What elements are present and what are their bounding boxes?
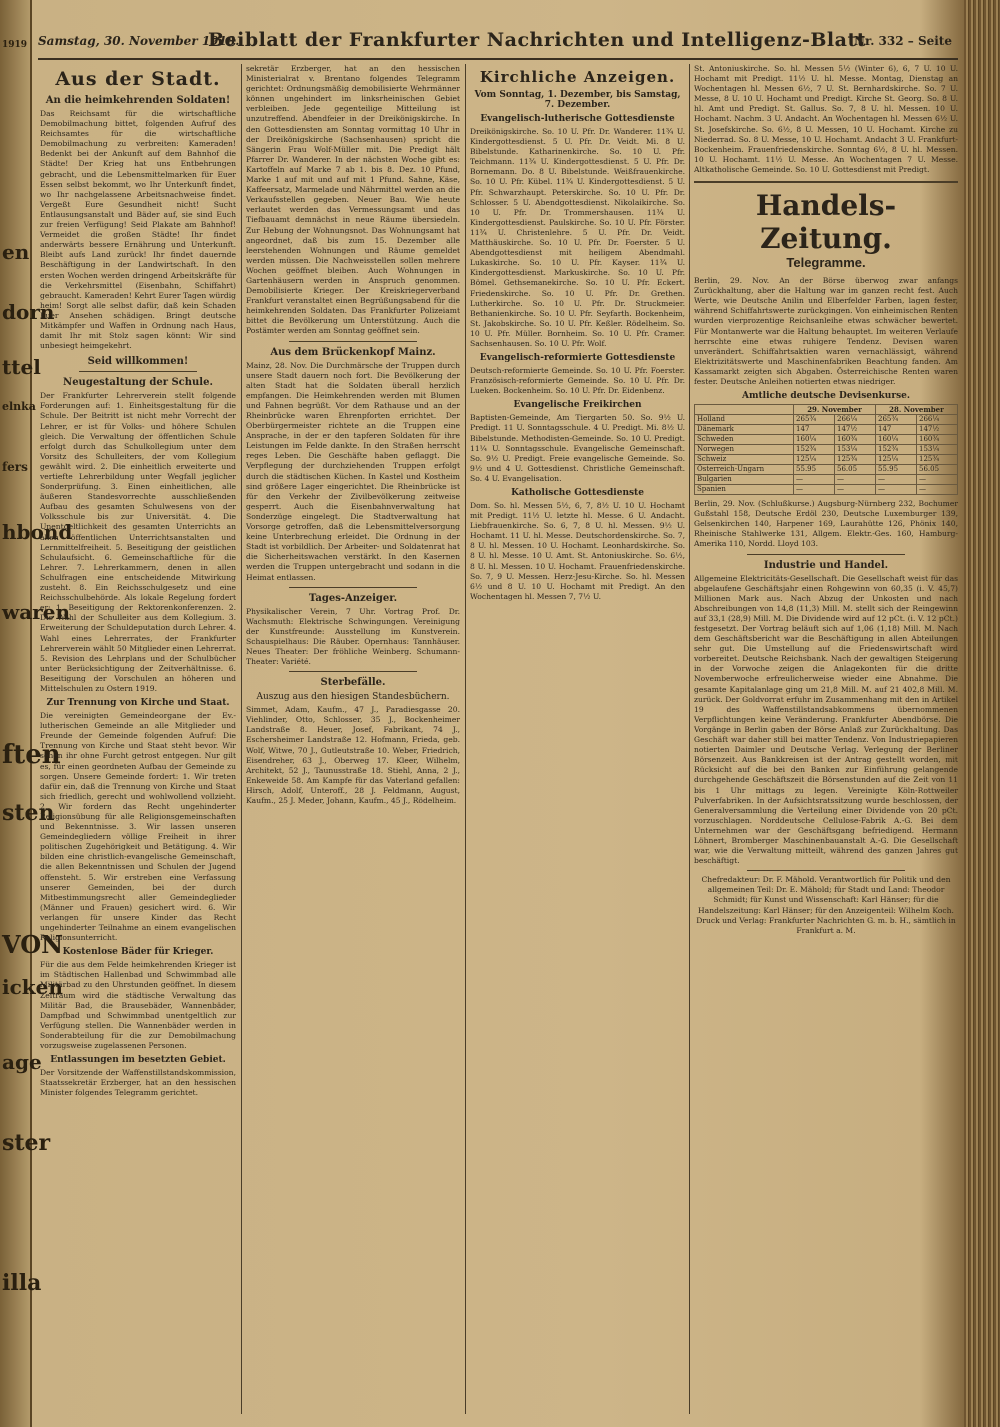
table-cell: Österreich-Ungarn	[695, 465, 794, 475]
table-cell: Bulgarien	[695, 475, 794, 485]
table-cell: Dänemark	[695, 425, 794, 435]
binding-edge	[964, 0, 1000, 1427]
table-cell: —	[916, 475, 957, 485]
table-cell: 55.95	[794, 465, 835, 475]
prev-fragment: ttel	[2, 355, 41, 379]
prev-fragment: en	[2, 240, 30, 264]
article-text: Mainz, 28. Nov. Die Durchmärsche der Truppen durch unsere Stadt dauern noch fort. Die Bevölkerung der alten Stadt hat die Soldaten überall herzlich empfangen. Die Heimkehrenden werden mit Blumen und Fahnen begrüßt. Vor dem Rathause und an der Rheinbrücke waren Ehrenpforten errichtet. Der Oberbürgermeister richtete an die Truppen eine Ansprache, in der er den tapferen Soldaten für ihre Leistungen im Felde dankte. In den Straßen herrscht reges Leben. Die Geschäfte haben geflaggt. Die Verpflegung der durchziehenden Truppen erfolgt durch die städtischen Küchen. In Kastel und Kostheim sind größere Lager eingerichtet. Die Rheinbrücke ist für den Verkehr der Zivilbevölkerung zeitweise gesperrt. Auch die Eisenbahnverwaltung hat Sonderzüge eingelegt. Die Stadtverwaltung hat Vorsorge getroffen, daß die Lebensmittelversorgung keine Unterbrechung erleidet. Die Ordnung in der Stadt ist vorbildlich. Der Arbeiter- und Soldatenrat hat die Sicherheitswachen verstärkt. In den Kasernen werden die Truppen untergebracht und sodann in die Heimat entlassen.	[246, 360, 460, 582]
table-cell: Schweden	[695, 435, 794, 445]
table-cell: 147	[876, 425, 917, 435]
page-header	[38, 28, 958, 60]
article-closing: Seid willkommen!	[87, 356, 189, 368]
article-text: Berlin, 29. Nov. An der Börse überwog zwar anfangs Zurückhaltung, aber die Haltung war im ganzen recht fest. Auch Werte, wie Deutsche Anilin und Elberfelder Farben, lagen fester, während Schiffahrtswerte zurückgingen. Von einheimischen Renten wurden vierprozentige Reichsanleihe etwas schwächer bewertet. Für Montanwerte war die Haltung behauptet. Im weiteren Verlaufe herrschte eine etwas ruhigere Tendenz. Devisen waren unverändert. Schiffahrtsaktien waren vernachlässigt, während Elektrizitätswerte und Maschinenfabriken Beachtung fanden. Am Kassamarkt zeigten sich Abgaben. Österreichische Renten waren fester. Deutsche Anleihen notierten etwas niedriger.	[694, 276, 958, 386]
table-cell: Schweiz	[695, 455, 794, 465]
section-intro: Vom Sonntag, 1. Dezember, bis Samstag, 7. Dezember.	[474, 90, 681, 110]
divider	[289, 341, 417, 342]
prev-fragment: ften	[2, 740, 61, 770]
prev-fragment: age	[2, 1050, 42, 1074]
table-cell: Holland	[695, 415, 794, 425]
table-cell: 147½	[916, 425, 957, 435]
column-rule	[241, 64, 242, 1414]
table-header: 28. November	[876, 405, 958, 415]
table-cell: 160¾	[835, 435, 876, 445]
article-heading: Entlassungen im besetzten Gebiet.	[50, 1055, 226, 1066]
column-news-continued	[246, 64, 460, 1414]
prev-fragment: waren	[2, 600, 70, 624]
divider	[289, 671, 417, 672]
table-cell: —	[794, 475, 835, 485]
section-heading: Katholische Gottesdienste	[511, 488, 644, 498]
prev-fragment: hbond	[2, 520, 73, 544]
table-cell: 266¼	[835, 415, 876, 425]
newspaper-title: Beiblatt der Frankfurter Nachrichten und Intelligenz-Blatt	[208, 29, 867, 51]
column-rule	[689, 64, 690, 1414]
table-row	[695, 455, 958, 465]
table-cell: —	[794, 485, 835, 495]
column-trade	[694, 64, 958, 1414]
table-cell: 56.05	[835, 465, 876, 475]
table-header-row	[695, 405, 958, 415]
table-header	[695, 405, 794, 415]
table-cell: —	[835, 485, 876, 495]
table-row	[695, 475, 958, 485]
column-local-news	[40, 64, 236, 1414]
article-text: Deutsch-reformierte Gemeinde. So. 10 U. Pfr. Foerster. Französisch-reformierte Gemeinde. So. 10 U. Pfr. Dr. Lueken. Bockenheim. So. 10 U. Pfr. Dr. Eidenbenz.	[470, 366, 685, 396]
article-heading: Aus dem Brückenkopf Mainz.	[270, 346, 436, 358]
table-cell: 55.95	[876, 465, 917, 475]
section-heading: Tages-Anzeiger.	[308, 592, 398, 604]
article-text: sekretär Erzberger, hat an den hessischen Ministerialrat v. Brentano folgendes Telegramm gerichtet: Ordnungsmäßig demobilisierte Wehrmänner können ungehindert im linksrheinischen Gebiet verbleiben. Jede gegenteilige Mitteilung ist unzutreffend. Abendfeier in der Dreikönigskirche. In den Gottesdiensten am Sonntag vormittag 10 Uhr in der Dreikönigskirche (Sachsenhausen) spricht die Sängerin Frau Wolf-Müller mit. Die Predigt hält Pfarrer Dr. Wanderer. In der nächsten Woche gibt es: Kartoffeln auf Marke 7 ab 1. bis 8. Dez. 10 Pfund, Marke 1 auf mit und auf mit 1 Pfund. Sahne, Käse, Kaffeersatz, Marmelade und Nährmittel werden an die Verkaufsstellen gegeben. Neuer Bau. Wie heute verlautet werden das Vermessungsamt und das Tiefbauamt demnächst in neue Räume übersiedeln. Zur Hebung der Wohnungsnot. Das Wohnungsamt hat angeordnet, daß bis zum 15. Dezember alle leerstehenden Wohnungen und Räume gemeldet werden müssen. Die Nachweisstellen sollen mehrere Wochen geöffnet bleiben. Auch Wohnungen in Gartenhäusern werden in Anspruch genommen. Demobilisierte Krieger. Der Kreiskriegerverband Frankfurt veranstaltet einen Begrüßungsabend für die heimkehrenden Soldaten. Das Frankfurter Polizeiamt bittet die Bevölkerung um Unterstützung. Auch die Postämter werden am Sonntag geöffnet sein.	[246, 64, 460, 336]
section-subheading: Auszug aus den hiesigen Standesbüchern.	[256, 692, 450, 703]
divider	[79, 371, 197, 372]
table-cell: 56.05	[916, 465, 957, 475]
table-row	[695, 485, 958, 495]
table-title: Amtliche deutsche Devisenkurse.	[741, 391, 911, 402]
article-heading: An die heimkehrenden Soldaten!	[45, 95, 231, 106]
article-text: Die vereinigten Gemeindeorgane der Ev.-lutherischen Gemeinde an alle Mitglieder und Freunde der Gemeinde folgenden Aufruf: Die Trennung von Kirche und Staat steht bevor. Wir sehen ihr ohne Furcht getrost entgegen. Nur gilt es, für einen geordneten Aufbau der Gemeinde zu sorgen. Unsere Gemeinde fordert: 1. Wir treten dafür ein, daß die Trennung von Kirche und Staat sich friedlich, gerecht und wohlwollend vollzieht. 2. Wir fordern das Recht ungehinderter Religionsübung für alle Religionsgemeinschaften und Bekenntnisse. 3. Wir lassen unseren Gemeindegliedern völlige Freiheit in ihrer politischen Zugehörigkeit und Betätigung. 4. Wir bilden eine christlich-evangelische Gemeinschaft, die allen Bekenntnissen und Schulen der Jugend offensteht. 5. Wir erstreben eine Verfassung unserer Gemeinden, bei der durch Mitbestimmungsrecht aller Gemeindeglieder (Männer und Frauen) gesichert wird. 6. Wir verlangen für unsere Kinder das Recht ungehinderter Teilnahme an einem evangelischen Religionsunterricht.	[40, 711, 236, 943]
table-cell: Norwegen	[695, 445, 794, 455]
previous-page-edge	[0, 0, 73, 1427]
article-text: Das Reichsamt für die wirtschaftliche Demobilmachung bittet, folgenden Aufruf des Reichsamtes für die wirtschaftliche Demobilmachung zu verbreiten: Kameraden! Bedenkt bei der Ankunft auf dem Bahnhof die Städte! Der Krieg hat uns Entbehrungen gebracht, und die Lebensmittelmarken für Euer Essen selbst bekommt, wo Ihr Unterkunft findet, wo Ihr nachgelassene Arbeitsnachweise findet. Vergeßt Eure Gesundheit nicht! Sucht Entlausungsanstalt und Bäder auf, sie sind Euch zur freien Verfügung! Seid Plakate am Bahnhof! Vermeidet die großen Städte! Ihr findet anderwärts bessere Ernährung und Unterkunft. Bleibt aufs Land zurück! Ihr findet dauernde Beschäftigung in der Landwirtschaft. In den ersten Wochen werden dringend Arbeitskräfte für die Verkehrsmittel (Eisenbahn, Schiffahrt) gebraucht. Kameraden! Kehrt Eurer Tagen würdig heim! Sorgt alle selbst dafür, daß kein Schaden Euer Ansehen schädigen. Bringt deutsche Mitkämpfer und Waffen in Ordnung nach Haus, damit Ihr mit Stolz sagen könnt: Wir sind unbesiegt heimgekehrt.	[40, 109, 236, 351]
page-number: Nr. 332 – Seite	[854, 34, 952, 48]
article-text: Für die aus dem Felde heimkehrenden Krieger ist im Städtischen Hallenbad und Schwimmbad alle Militärbad zu den Uhrstunden geöffnet. In diesem Zeitraum wird die städtische Verwaltung das Militär Bad, die Brausebäder, Wannenbäder, Dampfbad und Schwimmbad unentgeltlich zur Verfügung stellen. Die Wannenbäder werden in Sonderabteilung für die zur Demobilmachung vorzugsweise zugelassenen Personen.	[40, 960, 236, 1050]
table-cell: 153¼	[916, 445, 957, 455]
table-cell: 265¾	[794, 415, 835, 425]
table-row	[695, 415, 958, 425]
table-cell: 266¼	[916, 415, 957, 425]
table-cell: 147½	[835, 425, 876, 435]
prev-fragment: 1919	[2, 40, 28, 50]
table-cell: 265¾	[876, 415, 917, 425]
article-text: St. Antoniuskirche. So. hl. Messen 5½ (Winter 6), 6, 7 U. 10 U. Hochamt mit Predigt. 11½ U. hl. Messe. Montag, Dienstag an Wochentagen hl. Messen 6½, 7 U. St. Bernhardskirche. So. 7 U. Messe, 8 U. 10 U. Hochamt und Predigt. Kirche St. Georg. So. 8 U. hl. Amt und Predigt. St. Gallus. So. 7, 8 U. hl. Messen. 10 U. Hochamt. Nachm. 3 U. Andacht. An Wochentagen hl. Messen 6½ U. St. Josefskirche. So. 6½, 8 U. Messen, 10 U. Hochamt. Kirche zu Niederrad. So. 8 U. Messe, 10 U. Hochamt. Andacht 3 U. Frankfurt-Bockenheim. Frauenfriedenskirche. Sonntag 6½, 8 U. hl. Messen. 10 U. Hochamt. 11½ U. Messe. An Wochentagen 7 U. Messe. Altkatholische Gemeinde. So. 10 U. Gottesdienst mit Predigt.	[694, 64, 958, 174]
section-title: Handels-Zeitung.	[755, 189, 897, 256]
article-text: Der Vorsitzende der Waffenstillstandskommission, Staatssekretär Erzberger, hat an den hessischen Minister folgendes Telegramm gerichtet.	[40, 1068, 236, 1098]
prev-fragment: elnka	[2, 400, 36, 413]
table-row	[695, 425, 958, 435]
article-text: Baptisten-Gemeinde, Am Tiergarten 50. So. 9½ U. Predigt. 11 U. Sonntagsschule. 4 U. Predigt. Mi. 8½ U. Bibelstunde. Methodisten-Gemeinde. So. 10 U. Predigt. 11¼ U. Sonntagsschule. Evangelische Gemeinschaft. So. 9½ U. Predigt. Freie evangelische Gemeinde. So. 9½ und 4 U. Gottesdienst. Christliche Gemeinschaft. So. 4 U. Evangelisation.	[470, 413, 685, 483]
prev-fragment: illa	[2, 1270, 42, 1296]
section-heading: Sterbefälle.	[320, 677, 386, 689]
divider	[747, 870, 905, 871]
article-text: Der Frankfurter Lehrerverein stellt folgende Forderungen auf: 1. Einheitsgestaltung für die Schule. Der Beitritt ist nicht mehr Vorrecht der Lehrer, er ist für Volks- und höhere Schulen gleich. Die Verwaltung der öffentlichen Schule erfolgt durch das Schulkollegium unter dem Vorsitz des Schulleiters, der vom Kollegium gewählt wird. 2. Die einheitlich erweiterte und vertiefte Lehrerbildung unter Wegfall jeglicher Sonderprüfung. 3. Einen einheitlichen, alle äußeren Standesvorrechte ausschließenden Aufbau des gesamten Schulwesens von der Volksschule bis zur Universität. 4. Die Unentgeltlichkeit des gesamten Unterrichts an allen öffentlichen Unterrichtsanstalten und Lernmittelfreiheit. 5. Beseitigung der geistlichen Schulaufsicht. 6. Gemeinschaftliche für die Lehrer. 7. Lehrerkammern, denen in allen Schulfragen eine entscheidende Mitwirkung zusteht. 8. Ein Reichsschulgesetz und eine Reichsschulbehörde. Als lokale Regelung fordert er: 1. Beseitigung der Rektorenkonferenzen. 2. Die Wahl der Schulleiter aus dem Kollegium. 3. Erweiterung der Schuldeputation durch Lehrer. 4. Wahl eines Lehrerrates, der Frankfurter Lehrerverein wählt 50 Mitglieder einen Lehrerrat. 5. Revision des Lehrplans und der Schulbücher unter Berücksichtigung der Zeitverhältnisse. 6. Beseitigung der Vorschulen an höheren und Mittelschulen zu Ostern 1919.	[40, 391, 236, 693]
prev-fragment: fers	[2, 460, 28, 474]
section-heading: Evangelische Freikirchen	[513, 400, 642, 411]
table-cell: —	[876, 475, 917, 485]
section-heading: Industrie und Handel.	[763, 559, 889, 571]
divider	[747, 554, 905, 555]
table-cell: 160¾	[916, 435, 957, 445]
table-cell: 147	[794, 425, 835, 435]
table-header: 29. November	[794, 405, 876, 415]
table-row	[695, 445, 958, 455]
table-cell: —	[835, 475, 876, 485]
table-cell: 125¾	[835, 455, 876, 465]
divider	[694, 181, 958, 183]
article-heading: Kostenlose Bäder für Krieger.	[62, 947, 214, 958]
table-cell: 153¼	[835, 445, 876, 455]
section-title: Aus der Stadt.	[55, 68, 221, 90]
table-cell: 152¾	[876, 445, 917, 455]
table-cell: 152¾	[794, 445, 835, 455]
table-row	[695, 465, 958, 475]
article-text: Simmet, Adam, Kaufm., 47 J., Paradiesgasse 20. Viehlinder, Otto, Schlosser, 35 J., Bockenheimer Landstraße 8. Heuer, Josef, Fabrikant, 74 J., Eschersheimer Landstraße 12. Hofmann, Frieda, geb. Wolf, Witwe, 70 J., Gutleutstraße 10. Weber, Friedrich, Eisendreher, 63 J., Oberweg 17. Kleer, Wilhelm, Architekt, 52 J., Taunusstraße 18. Stiehl, Anna, 2 J., Enkeweide 58. Am Kampfe für das Vaterland gefallen: Hirsch, Adolf, Unteroff., 28 J. Feldmann, August, Kaufm., 25 J. Meder, Johann, Kaufm., 45 J., Rödelheim.	[246, 705, 460, 805]
article-text: Physikalischer Verein, 7 Uhr. Vortrag Prof. Dr. Wachsmuth: Elektrische Schwingungen. Vereinigung der Kunstfreunde: Ausstellung im Kunstverein. Schauspielhaus: Die Räuber. Opernhaus: Tannhäuser. Neues Theater: Der fröhliche Weinberg. Schumann-Theater: Variété.	[246, 606, 460, 667]
prev-fragment: VON	[2, 930, 64, 959]
table-cell: 125¼	[876, 455, 917, 465]
article-text: Berlin, 29. Nov. (Schlußkurse.) Augsburg-Nürnberg 232, Bochumer Gußstahl 158, Deutsche Erdöl 230, Deutsche Luxemburger 139, Gelsenkirchen 140, Harpener 169, Laurahütte 126, Phönix 140, Rheinische Stahlwerke 131, Allgem. Elektr.-Ges. 160, Hamburg-Amerika 110, Nordd. Lloyd 103.	[694, 499, 958, 549]
issue-date: Samstag, 30. November 1918.	[38, 34, 240, 48]
imprint: Chefredakteur: Dr. F. Mähold. Verantwortlich für Politik und den allgemeinen Teil: Dr. E. Mähold; für Stadt und Land: Theodor Schmidt; für Kunst und Wissenschaft: Karl Hänser; für die Handelszeitung: Karl Hänser; für den Anzeigenteil: Wilhelm Koch. Druck und Verlag: Frankfurter Nachrichten G. m. b. H., sämtlich in Frankfurt a. M.	[696, 875, 956, 935]
article-text: Dreikönigskirche. So. 10 U. Pfr. Dr. Wanderer. 11¾ U. Kindergottesdienst. 5 U. Pfr. Dr. Veidt. Mi. 8 U. Bibelstunde. Katharinenkirche. So. 10 U. Pfr. Teichmann. 11¾ U. Kindergottesdienst. 5 U. Pfr. Dr. Bornemann. Do. 8 U. Bibelstunde. Weißfrauenkirche. So. 10 U. Pfr. Kübel. 11¾ U. Kindergottesdienst. 5 U. Pfr. Schwarzhaupt. Peterskirche. So. 10 U. Pfr. Dr. Schlosser. 5 U. Abendgottesdienst. Nikolaikirche. So. 10 U. Pfr. Dr. Trommershausen. 11¾ U. Kindergottesdienst. Paulskirche. So. 10 U. Pfr. Förster. 11¾ U. Christenlehre. 5 U. Pfr. Dr. Veidt. Matthäuskirche. So. 10 U. Pfr. Dr. Foerster. 5 U. Abendgottesdienst mit heiligem Abendmahl. Lukaskirche. So. 10 U. Pfr. Kayser. 11¾ U. Kindergottesdienst. Markuskirche. So. 10 U. Pfr. Bömel. Gethsemanekirche. So. 10 U. Pfr. Eckert. Friedenskirche. So. 10 U. Pfr. Dr. Grethen. Lutherkirche. So. 10 U. Pfr. Dr. Struckmeier. Bethanienkirche. So. 10 U. Pfr. Seyfarth. Bockenheim, St. Jakobskirche. So. 10 U. Pfr. Keßler. Rödelheim. So. 10 U. Pfr. Müller. Bornheim. So. 10 U. Pfr. Cramer. Sachsenhausen. So. 10 U. Pfr. Wolf.	[470, 127, 685, 348]
column-church-notices	[470, 64, 685, 1414]
table-cell: 125¾	[916, 455, 957, 465]
divider	[289, 587, 417, 588]
table-cell: 125¼	[794, 455, 835, 465]
section-subtitle: Telegramme.	[786, 255, 866, 271]
table-row	[695, 435, 958, 445]
section-heading: Evangelisch-lutherische Gottesdienste	[480, 114, 675, 124]
prev-fragment: sten	[2, 800, 55, 826]
prev-fragment: ster	[2, 1130, 51, 1156]
column-rule	[465, 64, 466, 1414]
table-cell: 160¼	[794, 435, 835, 445]
table-cell: —	[876, 485, 917, 495]
prev-fragment: icken	[2, 975, 63, 999]
article-text: Allgemeine Elektricitäts-Gesellschaft. Die Gesellschaft weist für das abgelaufene Geschäftsjahr einen Rohgewinn von 60,35 (i. V. 45,7) Millionen Mark aus. Nach Abzug der Unkosten und nach Abschreibungen von 14,8 (11,3) Mill. M. stellt sich der Reingewinn auf 33,1 (28,9) Mill. M. Die Dividende wird auf 12 pCt. (i. V. 12 pCt.) festgesetzt. Der Vortrag beläuft sich auf 1,06 (1,18) Mill. M. Nach dem Geschäftsbericht war die Beschäftigung in allen Abteilungen sehr gut. Die Umstellung auf die Friedenswirtschaft wird vorbereitet. Deutsche Reichsbank. Nach der gewaltigen Steigerung in der Vorwoche zeigen die Anlagekonten für die dritte Novemberwoche erfreulicherweise wieder eine Abnahme. Die gesamte Kapitalanlage ging um 21,8 Mill. M. auf 21 402,8 Mill. M. zurück. Der Goldvorrat erfuhr im Zusammenhang mit den in Artikel 19 des Waffenstillstandsabkommens übernommenen Verpflichtungen keine Veränderung. Frankfurter Abendbörse. Die Vorgänge in Berlin gaben der Börse Anlaß zur Zurückhaltung. Das Geschäft war daher still bei matter Tendenz. Von Industriepapieren notierten Daimler und Deutsche Verlag. Verlegung der Berliner Börsenzeit. Aus Bankkreisen ist der Antrag gestellt worden, mit Rücksicht auf die bei den Banken zur Einführung gelangende durchgehende Geschäftszeit die Börsenstunden auf die Zeit von 11 bis 1 Uhr mittags zu legen. Vereinigte Köln-Rottweiler Pulverfabriken. In der Aufsichtsratssitzung wurde beschlossen, der Generalversammlung die Verteilung einer Dividende von 20 pCt. vorzuschlagen. Norddeutsche Cellulose-Fabrik A.-G. Bei dem Unternehmen war der Geschäftsgang befriedigend. Hermann Löhnert, Bromberger Maschinenbauanstalt A.-G. Die Gesellschaft war, wie die Verwaltung mitteilt, während des ganzen Jahres gut beschäftigt.	[694, 573, 958, 866]
table-cell: —	[916, 485, 957, 495]
table-cell: 160¼	[876, 435, 917, 445]
article-heading: Neugestaltung der Schule.	[63, 377, 213, 389]
section-heading: Evangelisch-reformierte Gottesdienste	[479, 353, 676, 364]
prev-fragment: dorn	[2, 300, 55, 324]
section-title: Kirchliche Anzeigen.	[479, 68, 676, 86]
table-cell: Spanien	[695, 485, 794, 495]
exchange-rates-table	[694, 404, 958, 495]
article-text: Dom. So. hl. Messen 5½, 6, 7, 8½ U. 10 U. Hochamt mit Predigt. 11½ U. letzte hl. Messe. 6 U. Andacht. Liebfrauenkirche. So. 6, 7, 8 U. hl. Messen. 9½ U. Hochamt. 11 U. hl. Messe. Deutschordenskirche. So. 7, 8 U. hl. Messen. 10 U. Hochamt. Leonhardskirche. So. 8 U. hl. Messe. 10 U. Amt. St. Antoniuskirche. So. 6½, 8 U. hl. Messen. 10 U. Hochamt. Frauenfriedenskirche. So. 7, 9 U. Messen. Herz-Jesu-Kirche. So. hl. Messen 6½ und 8 U. 10 U. Hochamt mit Predigt. An den Wochentagen hl. Messen 7, 7½ U.	[470, 501, 685, 601]
article-heading: Zur Trennung von Kirche und Staat.	[46, 698, 230, 709]
